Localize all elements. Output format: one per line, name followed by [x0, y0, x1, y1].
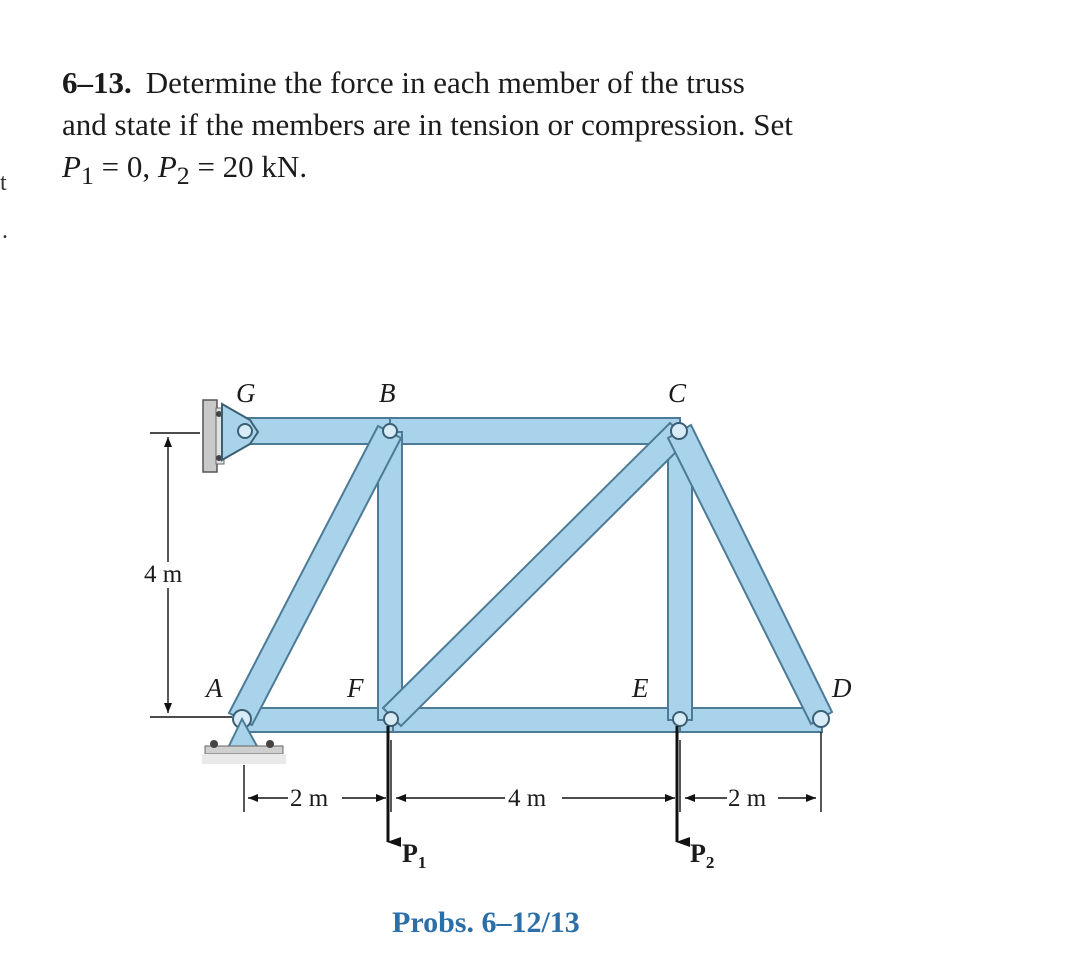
load-p2-subscript: 2 [705, 853, 715, 872]
margin-letter: t [0, 170, 7, 196]
p2-subscript: 2 [176, 161, 190, 191]
member-bc [390, 418, 680, 444]
figure-caption: Probs. 6–12/13 [392, 906, 580, 939]
margin-dot: . [2, 218, 8, 244]
dim-middle-label: 4 m [508, 785, 547, 812]
pin-e [673, 712, 687, 726]
label-c: C [668, 378, 687, 408]
pin-f [384, 712, 398, 726]
label-e: E [632, 673, 649, 703]
dim-height-label: 4 m [144, 561, 183, 588]
problem-text-line-1: Determine the force in each member of the truss [145, 65, 745, 100]
problem-number: 6–13. [62, 65, 132, 100]
p1-value: = 0, [93, 149, 158, 184]
label-b: B [379, 378, 396, 408]
p1-subscript: 1 [80, 161, 94, 191]
p2-symbol: P [157, 149, 177, 184]
p2-value: = 20 kN. [189, 149, 308, 184]
label-d: D [832, 673, 852, 703]
problem-text-line-2: and state if the members are in tension or compression. Set [62, 107, 793, 142]
label-g: G [236, 378, 256, 408]
load-arrows [388, 726, 677, 842]
label-a: A [206, 673, 223, 703]
p1-symbol: P [62, 149, 81, 184]
member-fe [393, 708, 680, 732]
pin-g [238, 424, 252, 438]
truss-members [224, 418, 832, 732]
label-f: F [347, 673, 364, 703]
wall-support-g [203, 400, 224, 472]
pin-c [671, 423, 687, 439]
load-p2-symbol: P [690, 839, 706, 868]
load-p1-symbol: P [402, 839, 418, 868]
dim-right-label: 2 m [728, 785, 767, 812]
pin-d [813, 711, 829, 727]
load-p2-label [690, 839, 714, 872]
load-p1-subscript: 1 [417, 853, 427, 872]
pin-b [383, 424, 397, 438]
member-af [240, 708, 393, 732]
dim-left-label: 2 m [290, 785, 329, 812]
member-ab [229, 426, 401, 725]
load-p1-label [402, 839, 426, 872]
member-ed [680, 708, 822, 732]
